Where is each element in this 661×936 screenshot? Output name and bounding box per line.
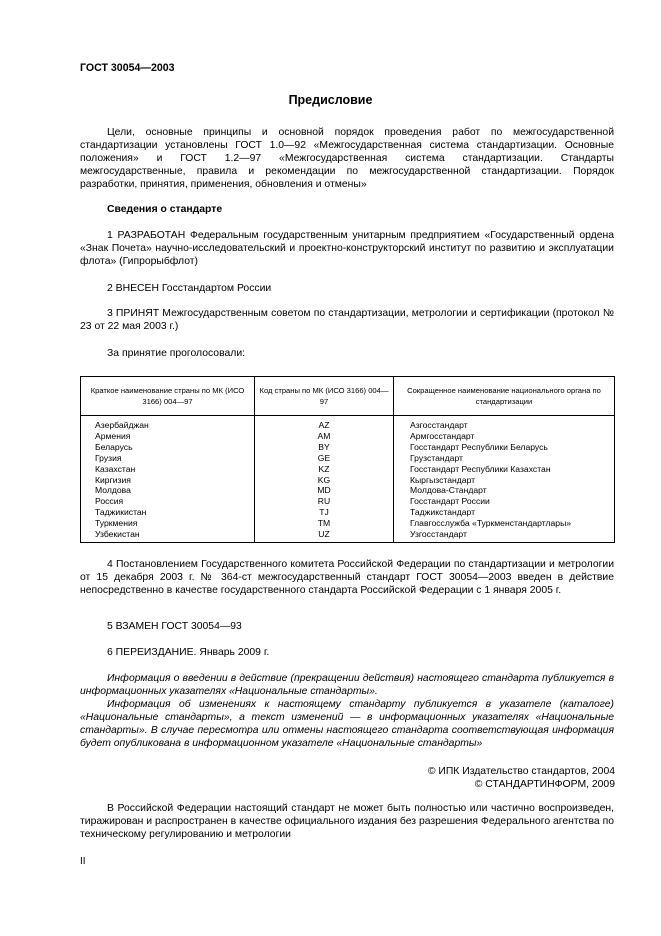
section-heading: Сведения о стандарте bbox=[107, 204, 223, 215]
standards-body: Госстандарт Республики Казахстан bbox=[394, 464, 615, 475]
copyright-line-2: © СТАНДАРТИНФОРМ, 2009 bbox=[474, 779, 615, 790]
page-title: Предисловие bbox=[288, 93, 373, 107]
voting-countries-table bbox=[80, 376, 615, 543]
country-code: RU bbox=[255, 496, 394, 507]
standards-body: Азгосстандарт bbox=[394, 416, 615, 431]
country-name: Азербайджан bbox=[81, 416, 255, 431]
table-row bbox=[81, 431, 615, 442]
standards-body: Кыргызстандарт bbox=[394, 475, 615, 486]
table-row bbox=[81, 416, 615, 431]
table-row bbox=[81, 518, 615, 529]
copyright-line-1: © ИПК Издательство стандартов, 2004 bbox=[427, 766, 615, 777]
table-row bbox=[81, 442, 615, 453]
standards-body: Главгосслужба «Туркменстандартлары» bbox=[394, 518, 615, 529]
country-name: Беларусь bbox=[81, 442, 255, 453]
table-row bbox=[81, 529, 615, 542]
country-code: GE bbox=[255, 453, 394, 464]
note-introduction: Информация о введении в действие (прекращении действия) настоящего стандарта публикуется в информационных указателях «Национальные стандарты». bbox=[80, 673, 614, 697]
note-changes: Информация об изменениях к настоящему стандарту публикуется в указателе (каталоге) «Национальные стандарты», а текст изменений — в информационных указателях «Национальные стандарты». В случае пересмотра или отмены настоящего стандарта соответствующая информация будет опубликована в информационном указателе «Национальные стандарты» bbox=[80, 699, 614, 749]
table-row bbox=[81, 464, 615, 475]
column-header: Код страны по МК (ИСО 3166) 004—97 bbox=[255, 377, 394, 416]
table-row bbox=[81, 475, 615, 486]
country-name: Узбекистан bbox=[81, 529, 255, 542]
info-item-4: 4 Постановлением Государственного комитета Российской Федерации по стандартизации и метрологии от 15 декабря 2003 г. № 364-ст межгосударственный стандарт ГОСТ 30054—2003 введен в действие непосредственно в качестве государственного стандарта Российской Федерации с 1 января 2005 г. bbox=[80, 559, 614, 596]
foreword-intro: Цели, основные принципы и основной порядок проведения работ по межгосударственной стандартизации установлены ГОСТ 1.0—92 «Межгосударственная система стандартизации. Основные положения» и ГОСТ 1.2—97 «Межгосударственная система стандартизации. Стандарты межгосударственные, правила и рекомендации по межгосударственной стандартизации. Порядок разработки, принятия, применения, обновления и отмены» bbox=[80, 127, 614, 190]
country-name: Казахстан bbox=[81, 464, 255, 475]
country-code: TJ bbox=[255, 507, 394, 518]
info-item-3: 3 ПРИНЯТ Межгосударственным советом по стандартизации, метрологии и сертификации (протокол № 23 от 22 мая 2003 г.) bbox=[80, 308, 614, 332]
country-name: Армения bbox=[81, 431, 255, 442]
country-code: MD bbox=[255, 485, 394, 496]
standards-body: Молдова-Стандарт bbox=[394, 485, 615, 496]
country-name: Туркмения bbox=[81, 518, 255, 529]
document-id-header: ГОСТ 30054—2003 bbox=[80, 62, 175, 74]
standards-body: Грузстандарт bbox=[394, 453, 615, 464]
country-code: KZ bbox=[255, 464, 394, 475]
country-code: AZ bbox=[255, 416, 394, 431]
table-row bbox=[81, 485, 615, 496]
voted-label: За принятие проголосовали: bbox=[107, 348, 246, 359]
standards-body: Таджикстандарт bbox=[394, 507, 615, 518]
country-code: TM bbox=[255, 518, 394, 529]
country-name: Грузия bbox=[81, 453, 255, 464]
column-header: Краткое наименование страны по МК (ИСО 3166) 004—97 bbox=[81, 377, 255, 416]
country-code: BY bbox=[255, 442, 394, 453]
info-item-2: 2 ВНЕСЕН Госстандартом России bbox=[107, 283, 272, 294]
country-code: UZ bbox=[255, 529, 394, 542]
table-row bbox=[81, 496, 615, 507]
reproduction-restriction: В Российской Федерации настоящий стандарт не может быть полностью или частично воспроизведен, тиражирован и распространен в качестве официального издания без разрешения Федерального агентства по техническому регулированию и метрологии bbox=[80, 803, 614, 840]
standards-body: Узгосстандарт bbox=[394, 529, 615, 542]
column-header: Сокращенное наименование национального органа по стандартизации bbox=[394, 377, 615, 416]
country-name: Киргизия bbox=[81, 475, 255, 486]
country-name: Молдова bbox=[81, 485, 255, 496]
standards-body: Госстандарт России bbox=[394, 496, 615, 507]
standards-body: Армгосстандарт bbox=[394, 431, 615, 442]
info-item-6: 6 ПЕРЕИЗДАНИЕ. Январь 2009 г. bbox=[107, 647, 270, 658]
table-row bbox=[81, 453, 615, 464]
info-item-5: 5 ВЗАМЕН ГОСТ 30054—93 bbox=[107, 621, 242, 632]
country-code: AM bbox=[255, 431, 394, 442]
page-number: II bbox=[80, 856, 86, 867]
table-row bbox=[81, 507, 615, 518]
country-name: Россия bbox=[81, 496, 255, 507]
table-header-row bbox=[81, 377, 615, 416]
country-code: KG bbox=[255, 475, 394, 486]
standards-body: Госстандарт Республики Беларусь bbox=[394, 442, 615, 453]
country-name: Таджикистан bbox=[81, 507, 255, 518]
info-item-1: 1 РАЗРАБОТАН Федеральным государственным унитарным предприятием «Государственный ордена «Знак Почета» научно-исследовательский и проектно-конструкторский институт по развитию и эксплуатации флота» (Гипрорыбфлот) bbox=[80, 230, 614, 267]
